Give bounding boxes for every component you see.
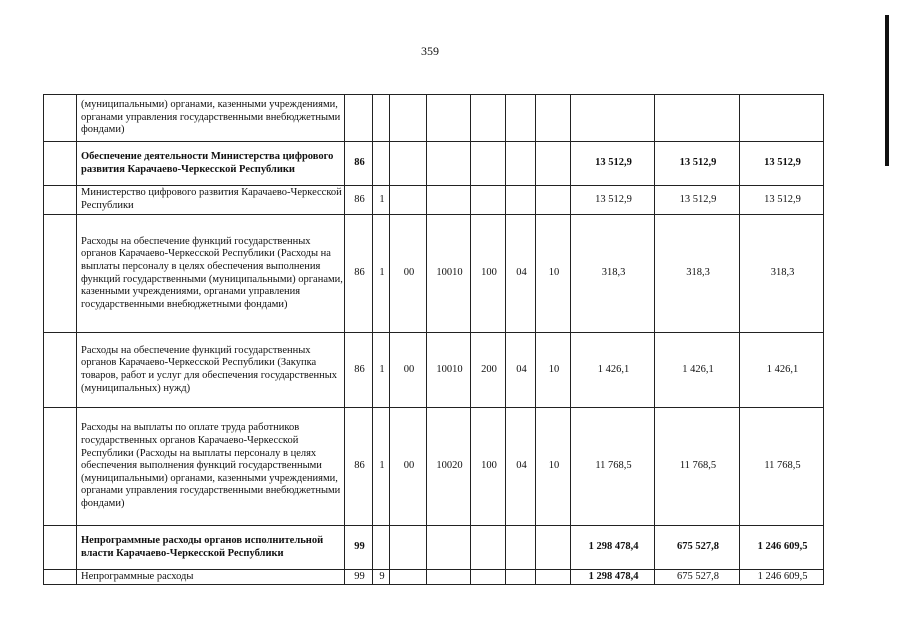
scan-edge-mark bbox=[885, 15, 889, 166]
code-direction bbox=[390, 570, 427, 585]
amount-year-1: 13 512,9 bbox=[571, 142, 655, 186]
amount-year-1: 1 426,1 bbox=[571, 333, 655, 408]
code-section: 04 bbox=[506, 408, 536, 526]
table-row bbox=[44, 186, 824, 215]
code-program: 86 bbox=[345, 215, 373, 333]
code-program: 86 bbox=[345, 186, 373, 215]
amount-year-2: 13 512,9 bbox=[655, 186, 740, 215]
amount-year-2: 13 512,9 bbox=[655, 142, 740, 186]
code-subsection: 10 bbox=[536, 408, 571, 526]
code-subprogram bbox=[373, 526, 390, 570]
code-target bbox=[427, 570, 471, 585]
table-cell-blank bbox=[44, 526, 77, 570]
code-subsection bbox=[536, 186, 571, 215]
table-cell-blank bbox=[44, 186, 77, 215]
table-row bbox=[44, 408, 824, 526]
code-subprogram: 1 bbox=[373, 333, 390, 408]
code-subprogram bbox=[373, 142, 390, 186]
code-section bbox=[506, 570, 536, 585]
amount-year-1: 11 768,5 bbox=[571, 408, 655, 526]
code-target: 10010 bbox=[427, 333, 471, 408]
code-direction bbox=[390, 95, 427, 142]
code-direction: 00 bbox=[390, 215, 427, 333]
code-direction bbox=[390, 186, 427, 215]
code-section bbox=[506, 526, 536, 570]
amount-year-1: 13 512,9 bbox=[571, 186, 655, 215]
code-subsection: 10 bbox=[536, 215, 571, 333]
item-name: Непрограммные расходы bbox=[77, 570, 345, 585]
amount-year-3: 1 246 609,5 bbox=[740, 526, 824, 570]
code-section bbox=[506, 142, 536, 186]
code-target bbox=[427, 186, 471, 215]
code-expense-type bbox=[471, 526, 506, 570]
table-row bbox=[44, 333, 824, 408]
amount-year-2 bbox=[655, 95, 740, 142]
code-program: 86 bbox=[345, 333, 373, 408]
amount-year-1: 1 298 478,4 bbox=[571, 570, 655, 585]
code-section: 04 bbox=[506, 215, 536, 333]
code-direction: 00 bbox=[390, 333, 427, 408]
code-direction bbox=[390, 142, 427, 186]
table-cell-blank bbox=[44, 333, 77, 408]
code-program: 99 bbox=[345, 526, 373, 570]
amount-year-3: 11 768,5 bbox=[740, 408, 824, 526]
amount-year-1: 1 298 478,4 bbox=[571, 526, 655, 570]
amount-year-2: 675 527,8 bbox=[655, 570, 740, 585]
code-subsection bbox=[536, 526, 571, 570]
code-subsection bbox=[536, 95, 571, 142]
code-expense-type bbox=[471, 570, 506, 585]
table-cell-blank bbox=[44, 408, 77, 526]
code-subprogram bbox=[373, 95, 390, 142]
code-expense-type bbox=[471, 142, 506, 186]
amount-year-3: 1 246 609,5 bbox=[740, 570, 824, 585]
code-expense-type bbox=[471, 186, 506, 215]
code-program bbox=[345, 95, 373, 142]
code-target bbox=[427, 142, 471, 186]
table-row bbox=[44, 142, 824, 186]
code-program: 86 bbox=[345, 408, 373, 526]
table-row bbox=[44, 526, 824, 570]
code-expense-type bbox=[471, 95, 506, 142]
table-row bbox=[44, 95, 824, 142]
amount-year-2: 11 768,5 bbox=[655, 408, 740, 526]
table-row bbox=[44, 570, 824, 585]
table-cell-blank bbox=[44, 95, 77, 142]
item-name: (муниципальными) органами, казенными учреждениями, органами управления государственными внебюджетными фондами) bbox=[77, 95, 345, 142]
amount-year-3: 318,3 bbox=[740, 215, 824, 333]
code-subprogram: 1 bbox=[373, 186, 390, 215]
code-target bbox=[427, 526, 471, 570]
code-program: 99 bbox=[345, 570, 373, 585]
amount-year-3 bbox=[740, 95, 824, 142]
code-section bbox=[506, 95, 536, 142]
amount-year-3: 13 512,9 bbox=[740, 186, 824, 215]
code-expense-type: 200 bbox=[471, 333, 506, 408]
item-name: Расходы на выплаты по оплате труда работников государственных органов Карачаево-Черкесской Республики (Расходы на выплаты персоналу в целях обеспечения выполнения функций государственными (муниципальными) органами, казенными учреждениями, органами управления государственными внебюджетными фондами) bbox=[77, 408, 345, 526]
code-subsection: 10 bbox=[536, 333, 571, 408]
code-target: 10020 bbox=[427, 408, 471, 526]
code-subsection bbox=[536, 142, 571, 186]
amount-year-2: 1 426,1 bbox=[655, 333, 740, 408]
amount-year-3: 1 426,1 bbox=[740, 333, 824, 408]
code-target bbox=[427, 95, 471, 142]
item-name: Расходы на обеспечение функций государственных органов Карачаево-Черкесской Республики (Расходы на выплаты персоналу в целях обеспечения выполнения функций государственными (муниципальными) органами, казенными учреждениями, органами управления государственными внебюджетными фондами) bbox=[77, 215, 345, 333]
code-direction bbox=[390, 526, 427, 570]
amount-year-2: 318,3 bbox=[655, 215, 740, 333]
item-name: Расходы на обеспечение функций государственных органов Карачаево-Черкесской Республики (Закупка товаров, работ и услуг для обеспечения государственных (муниципальных) нужд) bbox=[77, 333, 345, 408]
code-section bbox=[506, 186, 536, 215]
code-expense-type: 100 bbox=[471, 408, 506, 526]
table-cell-blank bbox=[44, 142, 77, 186]
table-cell-blank bbox=[44, 570, 77, 585]
code-subsection bbox=[536, 570, 571, 585]
code-expense-type: 100 bbox=[471, 215, 506, 333]
code-subprogram: 1 bbox=[373, 408, 390, 526]
item-name: Непрограммные расходы органов исполнительной власти Карачаево-Черкесской Республики bbox=[77, 526, 345, 570]
code-target: 10010 bbox=[427, 215, 471, 333]
table-cell-blank bbox=[44, 215, 77, 333]
item-name: Министерство цифрового развития Карачаево-Черкесской Республики bbox=[77, 186, 345, 215]
amount-year-1: 318,3 bbox=[571, 215, 655, 333]
code-direction: 00 bbox=[390, 408, 427, 526]
budget-table bbox=[43, 94, 824, 585]
code-subprogram: 9 bbox=[373, 570, 390, 585]
code-program: 86 bbox=[345, 142, 373, 186]
page-number: 359 bbox=[421, 44, 439, 58]
item-name: Обеспечение деятельности Министерства цифрового развития Карачаево-Черкесской Республики bbox=[77, 142, 345, 186]
amount-year-2: 675 527,8 bbox=[655, 526, 740, 570]
amount-year-3: 13 512,9 bbox=[740, 142, 824, 186]
table-row bbox=[44, 215, 824, 333]
amount-year-1 bbox=[571, 95, 655, 142]
code-subprogram: 1 bbox=[373, 215, 390, 333]
code-section: 04 bbox=[506, 333, 536, 408]
